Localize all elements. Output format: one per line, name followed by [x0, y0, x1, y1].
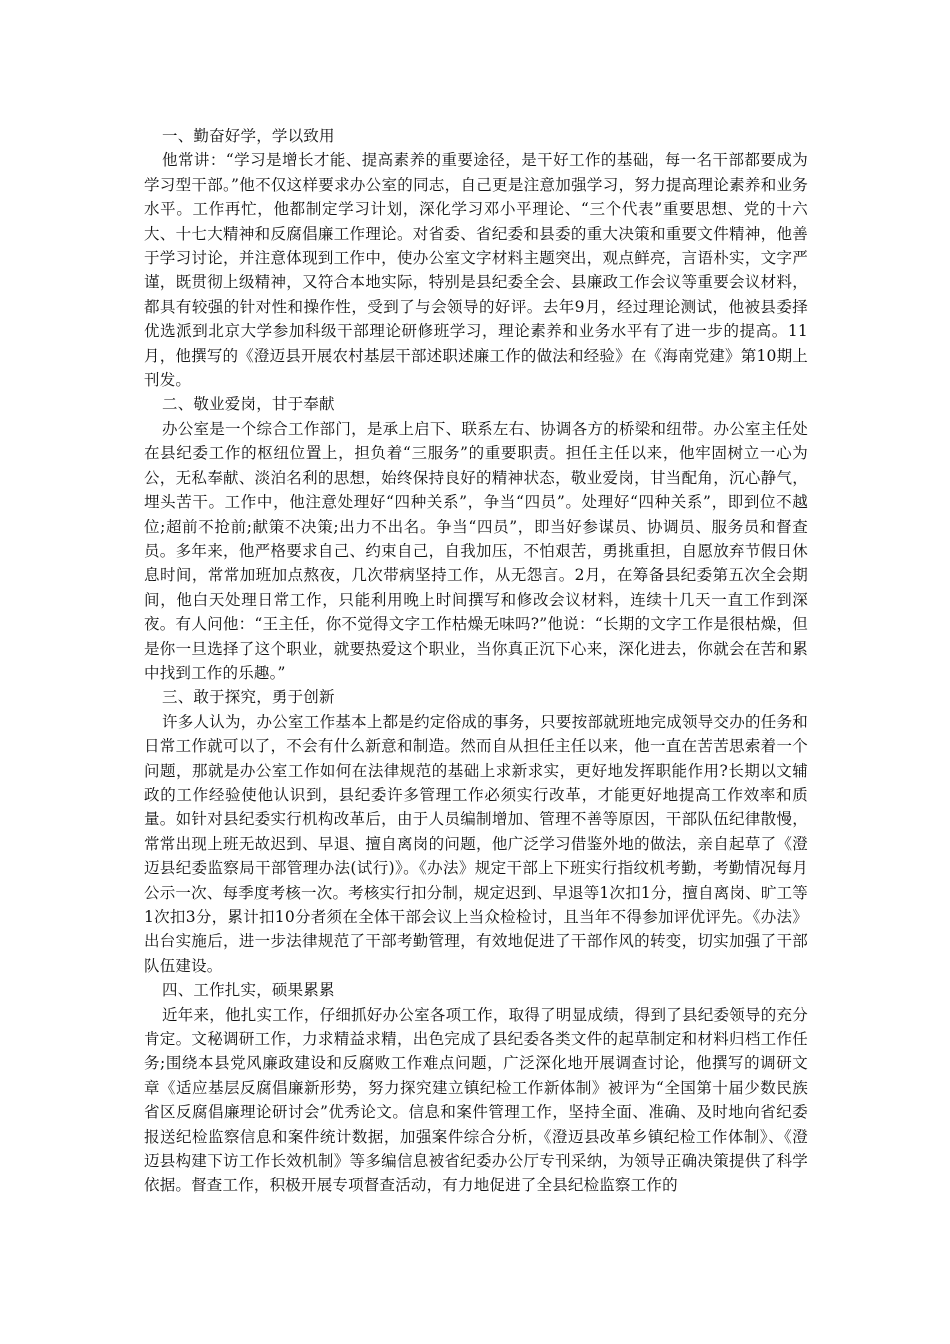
section-heading: 二、敬业爱岗，甘于奉献 — [162, 395, 335, 414]
section-heading: 三、敢于探究，勇于创新 — [162, 688, 335, 707]
section-paragraph: 近年来，他扎实工作，仔细抓好办公室各项工作，取得了明显成绩，得到了县纪委领导的充分肯定。文秘调研工作，力求精益求精，出色完成了县纪委各类文件的起草制定和材料归档工作任务;围绕本县党风廉政建设和反腐败工作难点问题，广泛深化地开展调查讨论，他撰写的调研文章《适应基层反腐倡廉新形势，努力探究建立镇纪检工作新体制》被评为“全国第十届少数民族省区反腐倡廉理论研讨会”优秀论文。信息和案件管理工作，坚持全面、准确、及时地向省纪委报送纪检监察信息和案件统计数据，加强案件综合分析，《澄迈县改革乡镇纪检工作体制》、《澄迈县构建下访工作长效机制》等多编信息被省纪委办公厅专刊采纳，为领导正确决策提供了科学依据。督查工作，积极开展专项督查活动，有力地促进了全县纪检监察工作的 — [144, 1005, 808, 1195]
section-paragraph: 他常讲：“学习是增长才能、提高素养的重要途径，是干好工作的基础，每一名干部都要成为学习型干部。”他不仅这样要求办公室的同志，自己更是注意加强学习，努力提高理论素养和业务水平。工作再忙，他都制定学习计划，深化学习邓小平理论、“三个代表”重要思想、党的十六大、十七大精神和反腐倡廉工作理论。对省委、省纪委和县委的重大决策和重要文件精神，他善于学习讨论，并注意体现到工作中，使办公室文字材料主题突出，观点鲜亮，言语朴实，文字严谨，既贯彻上级精神，又符合本地实际，特别是县纪委全会、县廉政工作会议等重要会议材料，都具有较强的针对性和操作性，受到了与会领导的好评。去年9月，经过理论测试，他被县委择优选派到北京大学参加科级干部理论研修班学习，理论素养和业务水平有了进一步的提高。11月，他撰写的《澄迈县开展农村基层干部述职述廉工作的做法和经验》在《海南党建》第10期上刊发。 — [144, 151, 808, 390]
section-4 — [144, 978, 808, 1198]
section-heading: 四、工作扎实，硕果累累 — [162, 981, 335, 1000]
section-paragraph: 办公室是一个综合工作部门，是承上启下、联系左右、协调各方的桥梁和纽带。办公室主任处在县纪委工作的枢纽位置上，担负着“三服务”的重要职责。担任主任以来，他牢固树立一心为公，无私奉献、淡泊名利的思想，始终保持良好的精神状态，敬业爱岗，甘当配角，沉心静气，埋头苦干。工作中，他注意处理好“四种关系”，争当“四员”。处理好“四种关系”，即到位不越位;超前不抢前;献策不决策;出力不出名。争当“四员”，即当好参谋员、协调员、服务员和督查员。多年来，他严格要求自己、约束自己，自我加压，不怕艰苦，勇挑重担，自愿放弃节假日休息时间，常常加班加点熬夜，几次带病坚持工作，从无怨言。2月，在筹备县纪委第五次全会期间，他白天处理日常工作，只能利用晚上时间撰写和修改会议材料，连续十几天一直工作到深夜。有人问他：“王主任，你不觉得文字工作枯燥无味吗?”他说：“长期的文字工作是很枯燥，但是你一旦选择了这个职业，就要热爱这个职业，当你真正沉下心来，深化进去，你就会在苦和累中找到工作的乐趣。” — [144, 419, 808, 682]
section-3 — [144, 685, 808, 978]
section-2 — [144, 392, 808, 685]
section-paragraph: 许多人认为，办公室工作基本上都是约定俗成的事务，只要按部就班地完成领导交办的任务和日常工作就可以了，不会有什么新意和制造。然而自从担任主任以来，他一直在苦苦思索着一个问题，那就是办公室工作如何在法律规范的基础上求新求实，更好地发挥职能作用?长期以文辅政的工作经验使他认识到，县纪委许多管理工作必须实行改革，才能更好地提高工作效率和质量。如针对县纪委实行机构改革后，由于人员编制增加、管理不善等原因，干部队伍纪律散慢，常常出现上班无故迟到、早退、擅自离岗的问题，他广泛学习借鉴外地的做法，亲自起草了《澄迈县纪委监察局干部管理办法(试行)》。《办法》规定干部上下班实行指纹机考勤，考勤情况每月公示一次、每季度考核一次。考核实行扣分制，规定迟到、早退等1次扣1分，擅自离岗、旷工等1次扣3分，累计扣10分者须在全体干部会议上当众检检讨，且当年不得参加评优评先。《办法》出台实施后，进一步法律规范了干部考勤管理，有效地促进了干部作风的转变，切实加强了干部队伍建设。 — [144, 712, 808, 975]
section-heading: 一、勤奋好学，学以致用 — [162, 127, 335, 145]
document-page — [144, 124, 808, 1198]
section-1 — [144, 124, 808, 392]
